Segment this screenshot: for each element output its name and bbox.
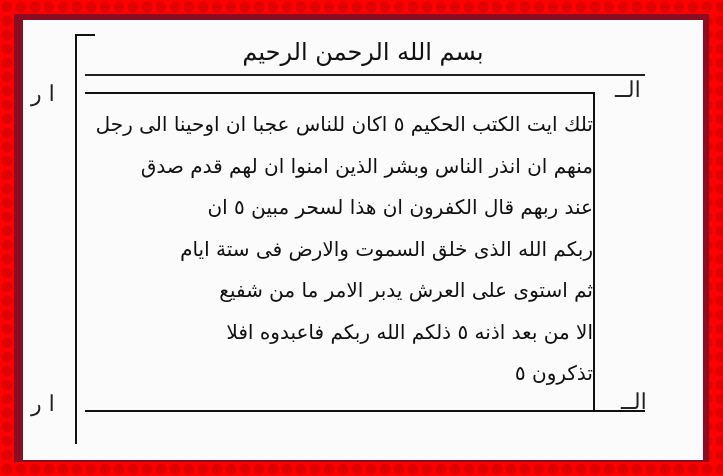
margin-mark-top-left: ا ر — [31, 82, 55, 107]
verse-line: عند ربهم قال الكفرون ان هذا لسحر مبين ٥ ان — [207, 195, 593, 219]
text-box-bottom-rule — [85, 410, 645, 412]
bismillah-heading: بسم الله الرحمن الرحيم — [242, 38, 484, 66]
verse-line: ثم استوى على العرش يدبر الامر ما من شفيع — [219, 278, 593, 302]
verse-line: تذكرون ٥ — [514, 361, 593, 385]
verse-text-block — [93, 104, 593, 395]
verse-line: الا من بعد اذنه ٥ ذلكم الله ربكم فاعبدوه افلا — [226, 319, 593, 344]
verse-line: منهم ان انذر الناس وبشر الذين امنوا ان لهم قدم صدق — [140, 153, 593, 178]
manuscript-page — [23, 20, 703, 460]
header-rule — [85, 74, 645, 76]
left-margin-bracket — [75, 34, 77, 444]
verse-line: تلك ايت الكتب الحكيم ٥ اكان للناس عجبا ان اوحينا الى رجل — [95, 112, 593, 136]
text-box-right-rule — [593, 92, 595, 412]
margin-mark-bottom-right: الــ — [621, 390, 647, 415]
margin-mark-bottom-left: ا ر — [31, 392, 55, 417]
margin-mark-top-right: الــ — [615, 78, 641, 103]
left-margin-bracket-hook — [75, 34, 95, 36]
text-box-top-rule — [85, 92, 595, 94]
verse-line: ربكم الله الذى خلق السموت والارض فى ستة ايام — [180, 236, 593, 261]
